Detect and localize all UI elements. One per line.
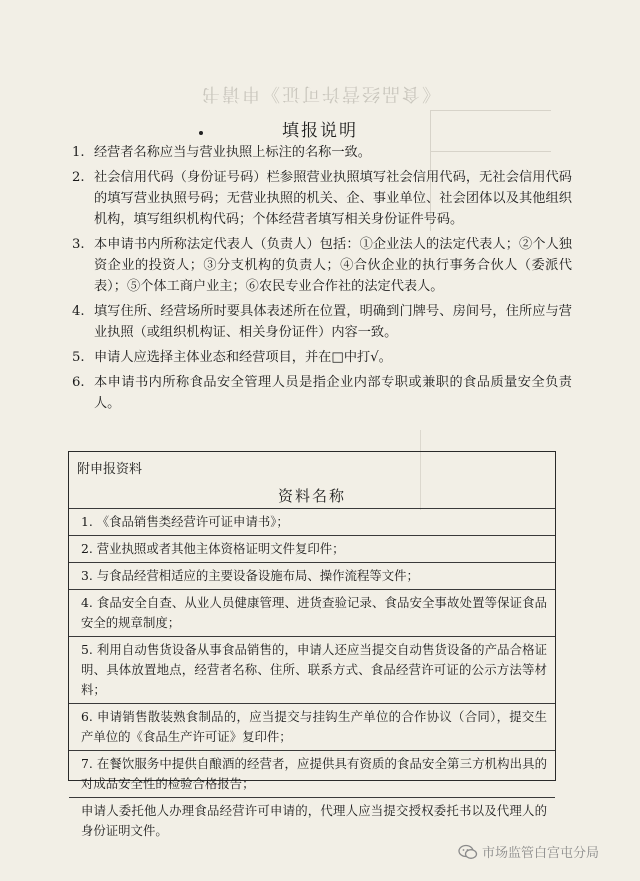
ink-dot <box>199 131 203 135</box>
instruction-text: 本申请书内所称法定代表人（负责人）包括：①企业法人的法定代表人；②个人独资企业的投资人；③分支机构的负责人；④合伙企业的执行事务合伙人（委派代表）；⑤个体工商户业主；⑥农民专业合作社的法定代表人。 <box>94 237 572 294</box>
watermark-text: 市场监管白宫屯分局 <box>482 846 600 861</box>
instruction-number: 2. <box>72 170 85 185</box>
instruction-number: 4. <box>72 304 85 319</box>
page-heading: 填报说明 <box>282 121 358 141</box>
instruction-item <box>72 167 572 230</box>
attachments-list <box>69 508 555 844</box>
instruction-text: 经营者名称应当与营业执照上标注的名称一致。 <box>94 145 371 160</box>
bleed-through-title: 《食品经营许可证》申请书 <box>200 83 440 104</box>
wechat-icon <box>458 844 478 860</box>
attachments-title: 资料名称 <box>277 487 346 505</box>
instruction-number: 6. <box>72 375 85 390</box>
instruction-item <box>72 347 572 368</box>
attachment-item: 3. 与食品经营相适应的主要设备设施布局、操作流程等文件； <box>69 562 555 589</box>
instruction-item <box>72 234 572 297</box>
instruction-text: 申请人应选择主体业态和经营项目，并在□中打√。 <box>94 350 392 365</box>
attachments-header: 附申报资料 <box>77 462 143 477</box>
instruction-item <box>72 301 572 343</box>
attachment-item: 7. 在餐饮服务中提供自酿酒的经营者，应提供具有资质的食品安全第三方机构出具的对成品安全性的检验合格报告； <box>69 750 555 797</box>
attachment-item: 申请人委托他人办理食品经营许可申请的，代理人应当提交授权委托书以及代理人的身份证明文件。 <box>69 797 555 844</box>
attachment-item: 4. 食品安全自查、从业人员健康管理、进货查验记录、食品安全事故处置等保证食品安全的规章制度； <box>69 589 555 636</box>
attachment-item: 5. 利用自动售货设备从事食品销售的，申请人还应当提交自动售货设备的产品合格证明、具体放置地点，经营者名称、住所、联系方式、食品经营许可证的公示方法等材料； <box>69 636 555 703</box>
attachment-item: 1. 《食品销售类经营许可证申请书》； <box>69 508 555 535</box>
instruction-item <box>72 142 572 163</box>
instruction-number: 3. <box>72 237 85 252</box>
attachments-box <box>68 451 556 838</box>
attachment-item: 2. 营业执照或者其他主体资格证明文件复印件； <box>69 535 555 562</box>
instruction-item <box>72 372 572 414</box>
instruction-number: 1. <box>72 145 85 160</box>
instruction-text: 本申请书内所称食品安全管理人员是指企业内部专职或兼职的食品质量安全负责人。 <box>94 375 572 411</box>
attachment-item: 6. 申请销售散装熟食制品的，应当提交与挂钩生产单位的合作协议（合同），提交生产单位的《食品生产许可证》复印件； <box>69 703 555 750</box>
instruction-number: 5. <box>72 350 85 365</box>
instruction-text: 社会信用代码（身份证号码）栏参照营业执照填写社会信用代码，无社会信用代码的填写营业执照号码；无营业执照的机关、企、事业单位、社会团体以及其他组织机构，填写组织机构代码；个体经营者填写相关身份证件号码。 <box>94 170 572 227</box>
instruction-text: 填写住所、经营场所时要具体表述所在位置，明确到门牌号、房间号，住所应与营业执照（或组织机构证、相关身份证件）内容一致。 <box>94 304 572 340</box>
watermark <box>458 842 599 861</box>
instructions-list <box>72 142 572 418</box>
